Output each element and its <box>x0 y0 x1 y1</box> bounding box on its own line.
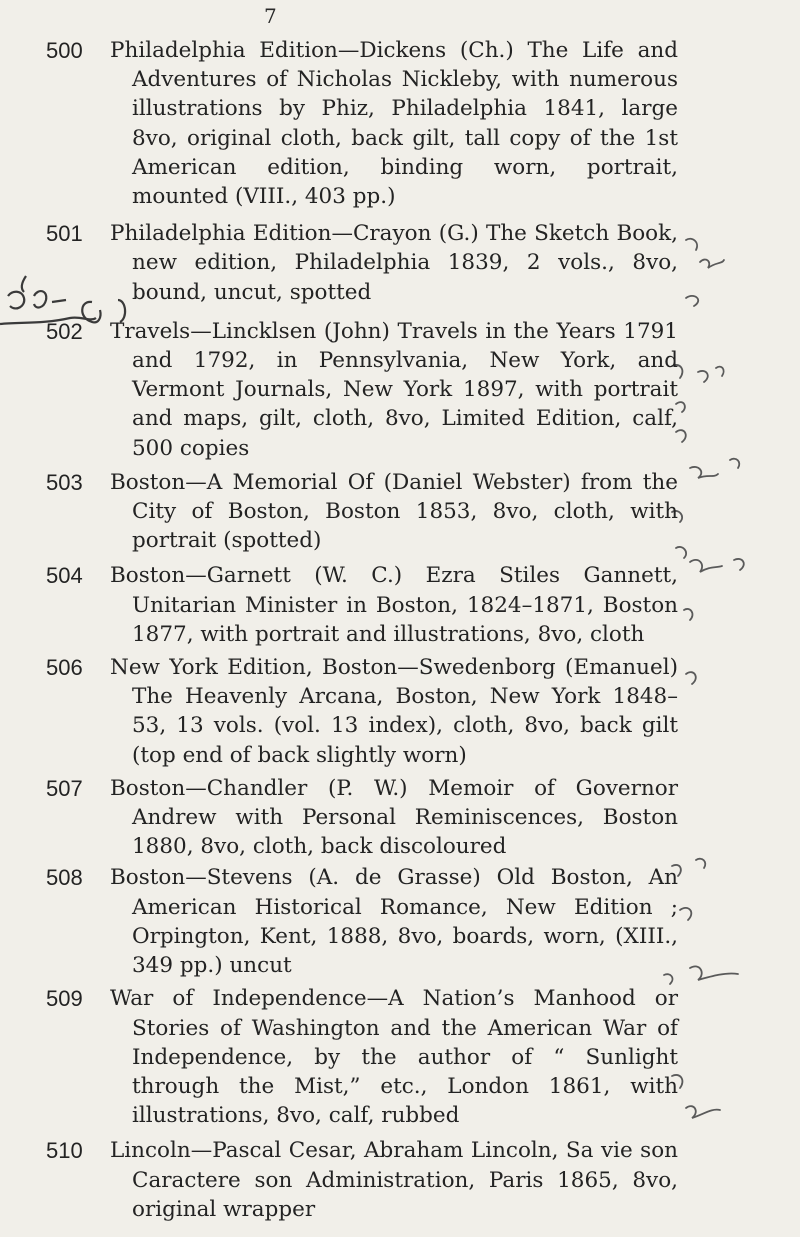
catalog-entry-list <box>46 36 686 1224</box>
lot-number: 502 <box>46 318 83 344</box>
lot-number: 504 <box>46 563 83 589</box>
catalog-entry <box>46 653 686 770</box>
catalog-entry <box>46 774 686 862</box>
catalog-entry <box>46 468 686 556</box>
lot-number: 507 <box>46 775 83 801</box>
catalog-entry <box>46 984 686 1130</box>
entry-description: Boston—Stevens (A. de Grasse) Old Boston, An American Historical Romance, New Edition ; Orpington, Kent, 1888, 8vo, boards, worn, (XIII., 349 pp.) uncut <box>110 865 678 979</box>
lot-number: 510 <box>46 1138 83 1164</box>
lot-number: 501 <box>46 221 83 247</box>
lot-number: 506 <box>46 655 83 681</box>
catalog-entry <box>46 561 686 649</box>
lot-number: 503 <box>46 469 83 495</box>
catalog-entry <box>46 36 686 211</box>
catalog-entry <box>46 317 686 463</box>
lot-number: 509 <box>46 986 83 1012</box>
entry-description: War of Independence—A Nation’s Manhood or Stories of Washington and the American War of Independence, by the author of “ Sunlight through the Mist,” etc., London 1861, with illustrations, 8vo, calf, rubbed <box>110 986 678 1129</box>
lot-number: 500 <box>46 38 83 63</box>
entry-description: Boston—A Memorial Of (Daniel Webster) from the City of Boston, Boston 1853, 8vo, cloth, with portrait (spotted) <box>110 469 678 554</box>
entry-description: New York Edition, Boston—Swedenborg (Emanuel) The Heavenly Arcana, Boston, New York 1848–53, 13 vols. (vol. 13 index), cloth, 8vo, back gilt (top end of back slightly worn) <box>110 655 678 768</box>
lot-number: 508 <box>46 865 83 891</box>
entry-description: Boston—Chandler (P. W.) Memoir of Governor Andrew with Personal Reminiscences, Boston 1880, 8vo, cloth, back discoloured <box>110 775 678 860</box>
entry-description: Travels—Lincklsen (John) Travels in the Years 1791 and 1792, in Pennsylvania, New York, and Vermont Journals, New York 1897, with portrait and maps, gilt, cloth, 8vo, Limited Edition, calf, 500 copies <box>110 318 678 461</box>
catalog-entry <box>46 863 686 980</box>
entry-description: Philadelphia Edition—Crayon (G.) The Sketch Book, new edition, Philadelphia 1839, 2 vols., 8vo, bound, uncut, spotted <box>110 221 678 305</box>
page-number: 7 <box>264 4 277 28</box>
catalog-entry <box>46 219 686 307</box>
entry-description: Philadelphia Edition—Dickens (Ch.) The Life and Adventures of Nicholas Nickleby, with numerous illustrations by Phiz, Philadelphia 1841, large 8vo, original cloth, back gilt, tall copy of the 1st American edition, binding worn, portrait, mounted (VIII., 403 pp.) <box>110 38 678 210</box>
entry-description: Lincoln—Pascal Cesar, Abraham Lincoln, Sa vie son Caractere son Administration, Paris 1865, 8vo, original wrapper <box>110 1138 678 1222</box>
entry-description: Boston—Garnett (W. C.) Ezra Stiles Gannett, Unitarian Minister in Boston, 1824–1871, Boston 1877, with portrait and illustrations, 8vo, cloth <box>110 563 678 647</box>
catalog-entry <box>46 1136 686 1224</box>
